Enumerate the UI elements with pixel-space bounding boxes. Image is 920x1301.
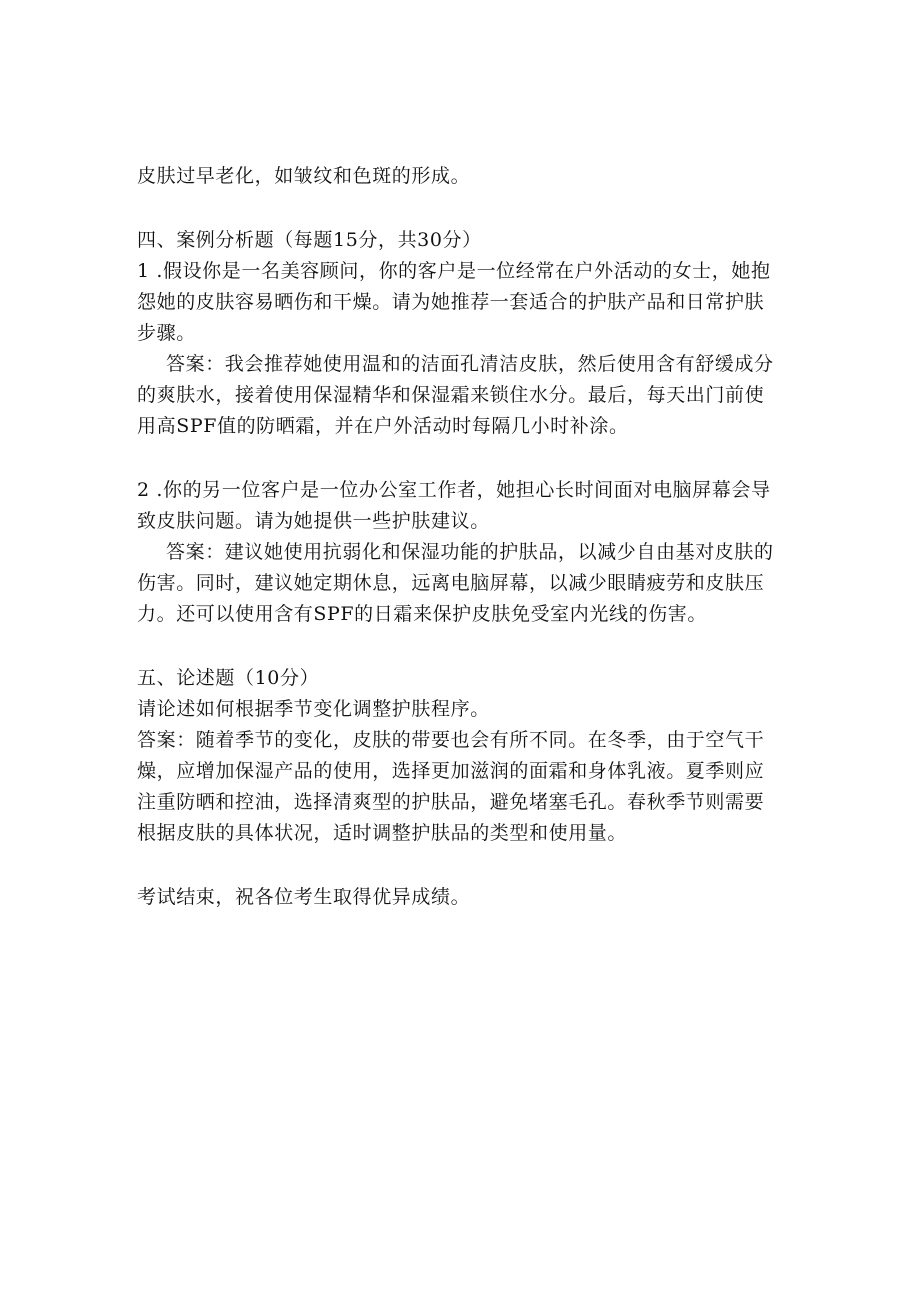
essay-answer-line: 注重防晒和控油，选择清爽型的护肤品，避免堵塞毛孔。春秋季节则需要 bbox=[137, 791, 765, 813]
q1-question-line: 怨她的皮肤容易晒伤和干燥。请为她推荐一套适合的护肤产品和日常护肤 bbox=[137, 291, 765, 313]
q2-question-line: 2 .你的另一位客户是一位办公室工作者，她担心长时间面对电脑屏幕会导 bbox=[137, 479, 771, 501]
section-5-heading: 五、论述题（10分） bbox=[137, 667, 320, 689]
essay-answer-line: 根据皮肤的具体状况，适时调整护肤品的类型和使用量。 bbox=[137, 822, 628, 844]
closing-text: 考试结束，祝各位考生取得优异成绩。 bbox=[137, 886, 471, 908]
q1-question-line: 1 .假设你是一名美容顾问，你的客户是一位经常在户外活动的女士，她抱 bbox=[137, 260, 771, 282]
q2-answer-line: 答案：建议她使用抗弱化和保湿功能的护肤品，以减少自由基对皮肤的 bbox=[166, 541, 774, 563]
q1-answer-line: 用高SPF值的防晒霜，并在户外活动时每隔几小时补涂。 bbox=[137, 415, 629, 437]
q2-answer-line: 力。还可以使用含有SPF的日霜来保护皮肤免受室内光线的伤害。 bbox=[137, 603, 707, 625]
essay-answer-line: 答案：随着季节的变化，皮肤的带要也会有所不同。在冬季，由于空气干 bbox=[137, 729, 765, 751]
q2-answer-line: 伤害。同时，建议她定期休息，远离电脑屏幕，以减少眼睛疲劳和皮肤压 bbox=[137, 572, 765, 594]
essay-question: 请论述如何根据季节变化调整护肤程序。 bbox=[137, 698, 490, 720]
essay-answer-line: 燥，应增加保湿产品的使用，选择更加滋润的面霜和身体乳液。夏季则应 bbox=[137, 760, 765, 782]
q2-question-line: 致皮肤问题。请为她提供一些护肤建议。 bbox=[137, 510, 490, 532]
q1-answer-line: 答案：我会推荐她使用温和的洁面孔清洁皮肤，然后使用含有舒缓成分 bbox=[166, 353, 774, 375]
q1-question-line: 步骤。 bbox=[137, 322, 196, 344]
carryover-text: 皮肤过早老化，如皱纹和色斑的形成。 bbox=[137, 165, 471, 187]
q1-answer-line: 的爽肤水，接着使用保湿精华和保湿霜来锁住水分。最后，每天出门前使 bbox=[137, 384, 765, 406]
section-4-heading: 四、案例分析题（每题15分，共30分） bbox=[137, 229, 482, 251]
